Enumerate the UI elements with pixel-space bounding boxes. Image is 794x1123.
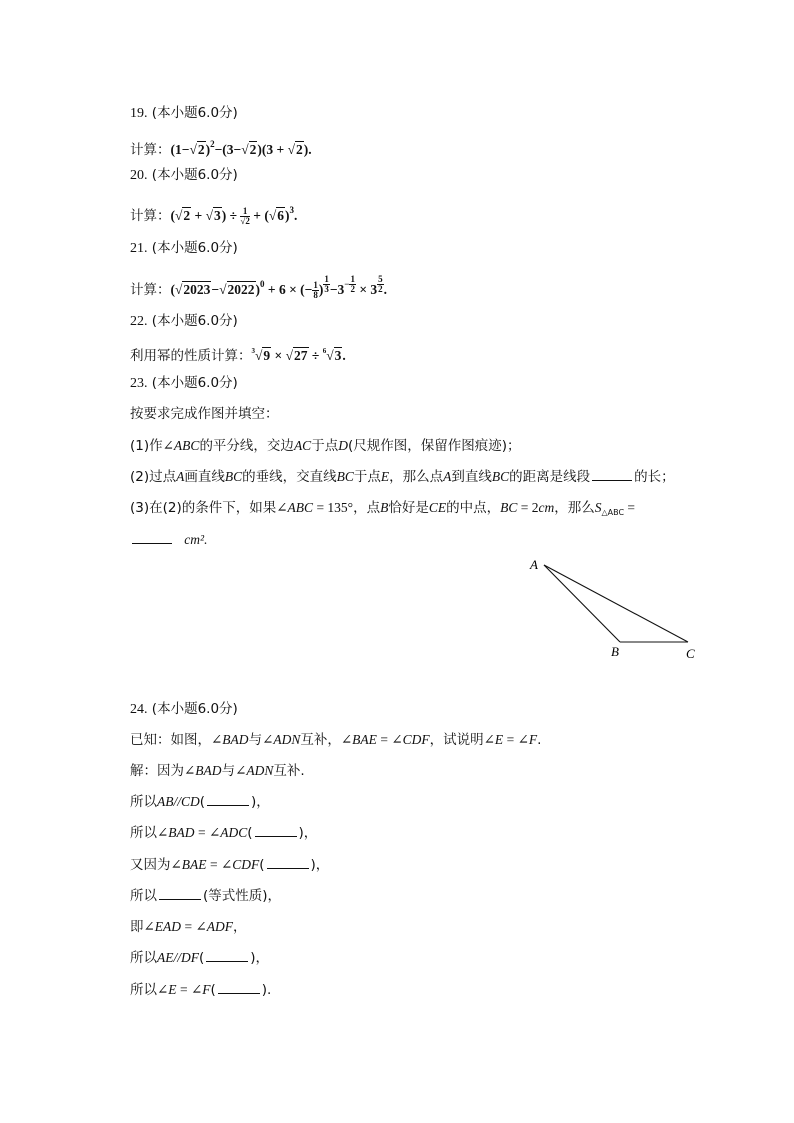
q24-blank-5[interactable] (206, 949, 248, 962)
q24-step-6: 所以AE//DF( )， (130, 950, 270, 966)
q24-sol-a: 解：因为 (130, 763, 184, 779)
q23-header (130, 373, 238, 394)
q22-body (130, 341, 346, 366)
q24-step-1-text: 所以 (130, 794, 157, 810)
q24-blank-1[interactable] (207, 793, 249, 806)
q23-p1-text-d: (尺规作图，保留作图痕迹)； (347, 438, 521, 454)
q23-p2-text-d: 于点 (353, 469, 381, 485)
q21-number: 21. (130, 241, 148, 256)
q24-given-b: 与 (248, 732, 263, 748)
q23-number: 23. (130, 376, 148, 391)
q24-step-6-text: 所以 (130, 950, 157, 966)
q24-blank-2[interactable] (255, 824, 297, 837)
q23-p2-text-f: 到直线 (451, 469, 492, 485)
q24-step-5-text: 即 (130, 919, 144, 935)
q23-p2-text-e: ，那么点 (389, 469, 444, 485)
q22-score: (本小题6.0分) (151, 313, 238, 329)
q23-p2-text-g: 的距离是线段 (509, 469, 591, 485)
q24-step-1: 所以AB//CD( )， (130, 794, 270, 810)
q24-number: 24. (130, 702, 148, 717)
q20-number: 20. (130, 168, 148, 183)
segment-ac (544, 565, 688, 642)
q23-p2-text-c: 的垂线，交直线 (242, 469, 337, 485)
label-c: C (686, 646, 695, 661)
q24-blank-6[interactable] (218, 981, 260, 994)
q24-blank-3[interactable] (267, 856, 309, 869)
q23-p2-text-b: 画直线 (184, 469, 225, 485)
q19-score: (本小题6.0分) (151, 105, 238, 121)
q24-step-3: 又因为∠BAE = ∠CDF( )， (130, 857, 330, 873)
q24-sol-b: 与 (221, 763, 236, 779)
q20-header (130, 165, 238, 186)
q23-part3-answer (130, 530, 207, 550)
q19-body (130, 134, 312, 160)
q24-given-e: . (537, 732, 542, 748)
q21-body (130, 274, 387, 300)
q20-expression: (√2 + √3) ÷ $\frac{1}{√2}$ + $(√6)^3$. (170, 205, 298, 227)
q20-prefix: 计算： (130, 208, 171, 224)
q23-p3-text-d: 的中点， (446, 500, 501, 516)
q23-p2-text-h: 的长； (634, 469, 675, 485)
q23-p2-text-a: (2)过点 (130, 469, 177, 485)
q23-blank-1[interactable] (592, 468, 632, 481)
q22-header (130, 311, 238, 332)
q24-step-7-text: 所以 (130, 982, 157, 998)
q23-part3: (3)在(2)的条件下，如果∠ABC = 135°，点B恰好是CE的中点，BC = 2cm，那么$S_{\triangle ABC}$ = (130, 500, 636, 517)
q23-blank-2[interactable] (132, 531, 172, 544)
q24-sol-c: 互补. (273, 763, 305, 779)
q21-expression: $(√2023-√2022)^0 + 6$ × (− $\frac{1}{8}$ ) $^{\frac{1}{3}}$ $-3^{- \frac{1}{2}}$ × 3 $^{\frac{5}{2}}$ . (170, 274, 388, 301)
q22-prefix: 利用幂的性质计算： (130, 348, 252, 364)
q23-unit: cm². (184, 532, 208, 547)
q24-step-4 (130, 886, 281, 906)
q24-step-2-text: 所以 (130, 825, 157, 841)
q24-blank-4[interactable] (159, 887, 201, 900)
q23-p3-text-e: ，那么 (554, 500, 595, 516)
q23-p1-text-b: 的平分线，交边 (199, 438, 294, 454)
q23-p3-text-a: (3)在(2)的条件下，如果 (130, 500, 277, 516)
q23-p3-text-b: ，点 (353, 500, 381, 516)
q20-score: (本小题6.0分) (151, 167, 238, 183)
q21-score: (本小题6.0分) (151, 240, 238, 256)
q24-step-4-text-b: (等式性质)， (203, 888, 282, 904)
q24-score: (本小题6.0分) (151, 701, 238, 717)
q24-given-a: 已知：如图， (130, 732, 211, 748)
q24-given-c: 互补， (300, 732, 341, 748)
q23-intro: 按要求完成作图并填空： (130, 406, 279, 422)
q24-step-5: 即∠EAD = ∠ADF， (130, 919, 247, 935)
q23-p3-text-c: 恰好是 (388, 500, 429, 516)
q24-step-7: 所以∠E = ∠F( ). (130, 982, 272, 998)
q19-prefix: 计算： (130, 142, 171, 158)
q24-step-2: 所以∠BAD = ∠ADC( )， (130, 825, 318, 841)
q23-part1: (1)作∠ABC的平分线，交边AC于点D(尺规作图，保留作图痕迹)； (130, 438, 521, 454)
segment-ab (544, 565, 620, 642)
q24-solution-start: 解：因为∠BAD与∠ADN互补. (130, 763, 305, 779)
triangle-figure (520, 550, 700, 665)
q22-expression: $^3$√9 × √27 ÷ $^6$√3. (251, 347, 346, 363)
q22-number: 22. (130, 314, 148, 329)
q19-header (130, 103, 238, 124)
label-a: A (530, 557, 538, 572)
q21-header (130, 238, 238, 259)
q24-step-3-text: 又因为 (130, 857, 171, 873)
q24-given-d: ，试说明 (429, 732, 484, 748)
q23-p1-text-c: 于点 (311, 438, 339, 454)
label-b: B (611, 644, 619, 659)
q19-expression: $(1-√2)^2-(3-√2)(3 + √2)$. (170, 139, 312, 157)
q23-p1-text-a: (1)作 (130, 438, 163, 454)
q23-score: (本小题6.0分) (151, 375, 238, 391)
q19-number: 19. (130, 106, 148, 121)
q24-given: 已知：如图，∠BAD与∠ADN互补，∠BAE = ∠CDF，试说明∠E = ∠F. (130, 732, 542, 748)
q24-step-4-text-a: 所以 (130, 888, 157, 904)
q21-prefix: 计算： (130, 282, 171, 298)
q23-part2: (2)过点A画直线BC的垂线，交直线BC于点E，那么点A到直线BC的距离是线段 的长； (130, 469, 675, 485)
q20-body (130, 200, 297, 226)
q24-header (130, 699, 238, 720)
